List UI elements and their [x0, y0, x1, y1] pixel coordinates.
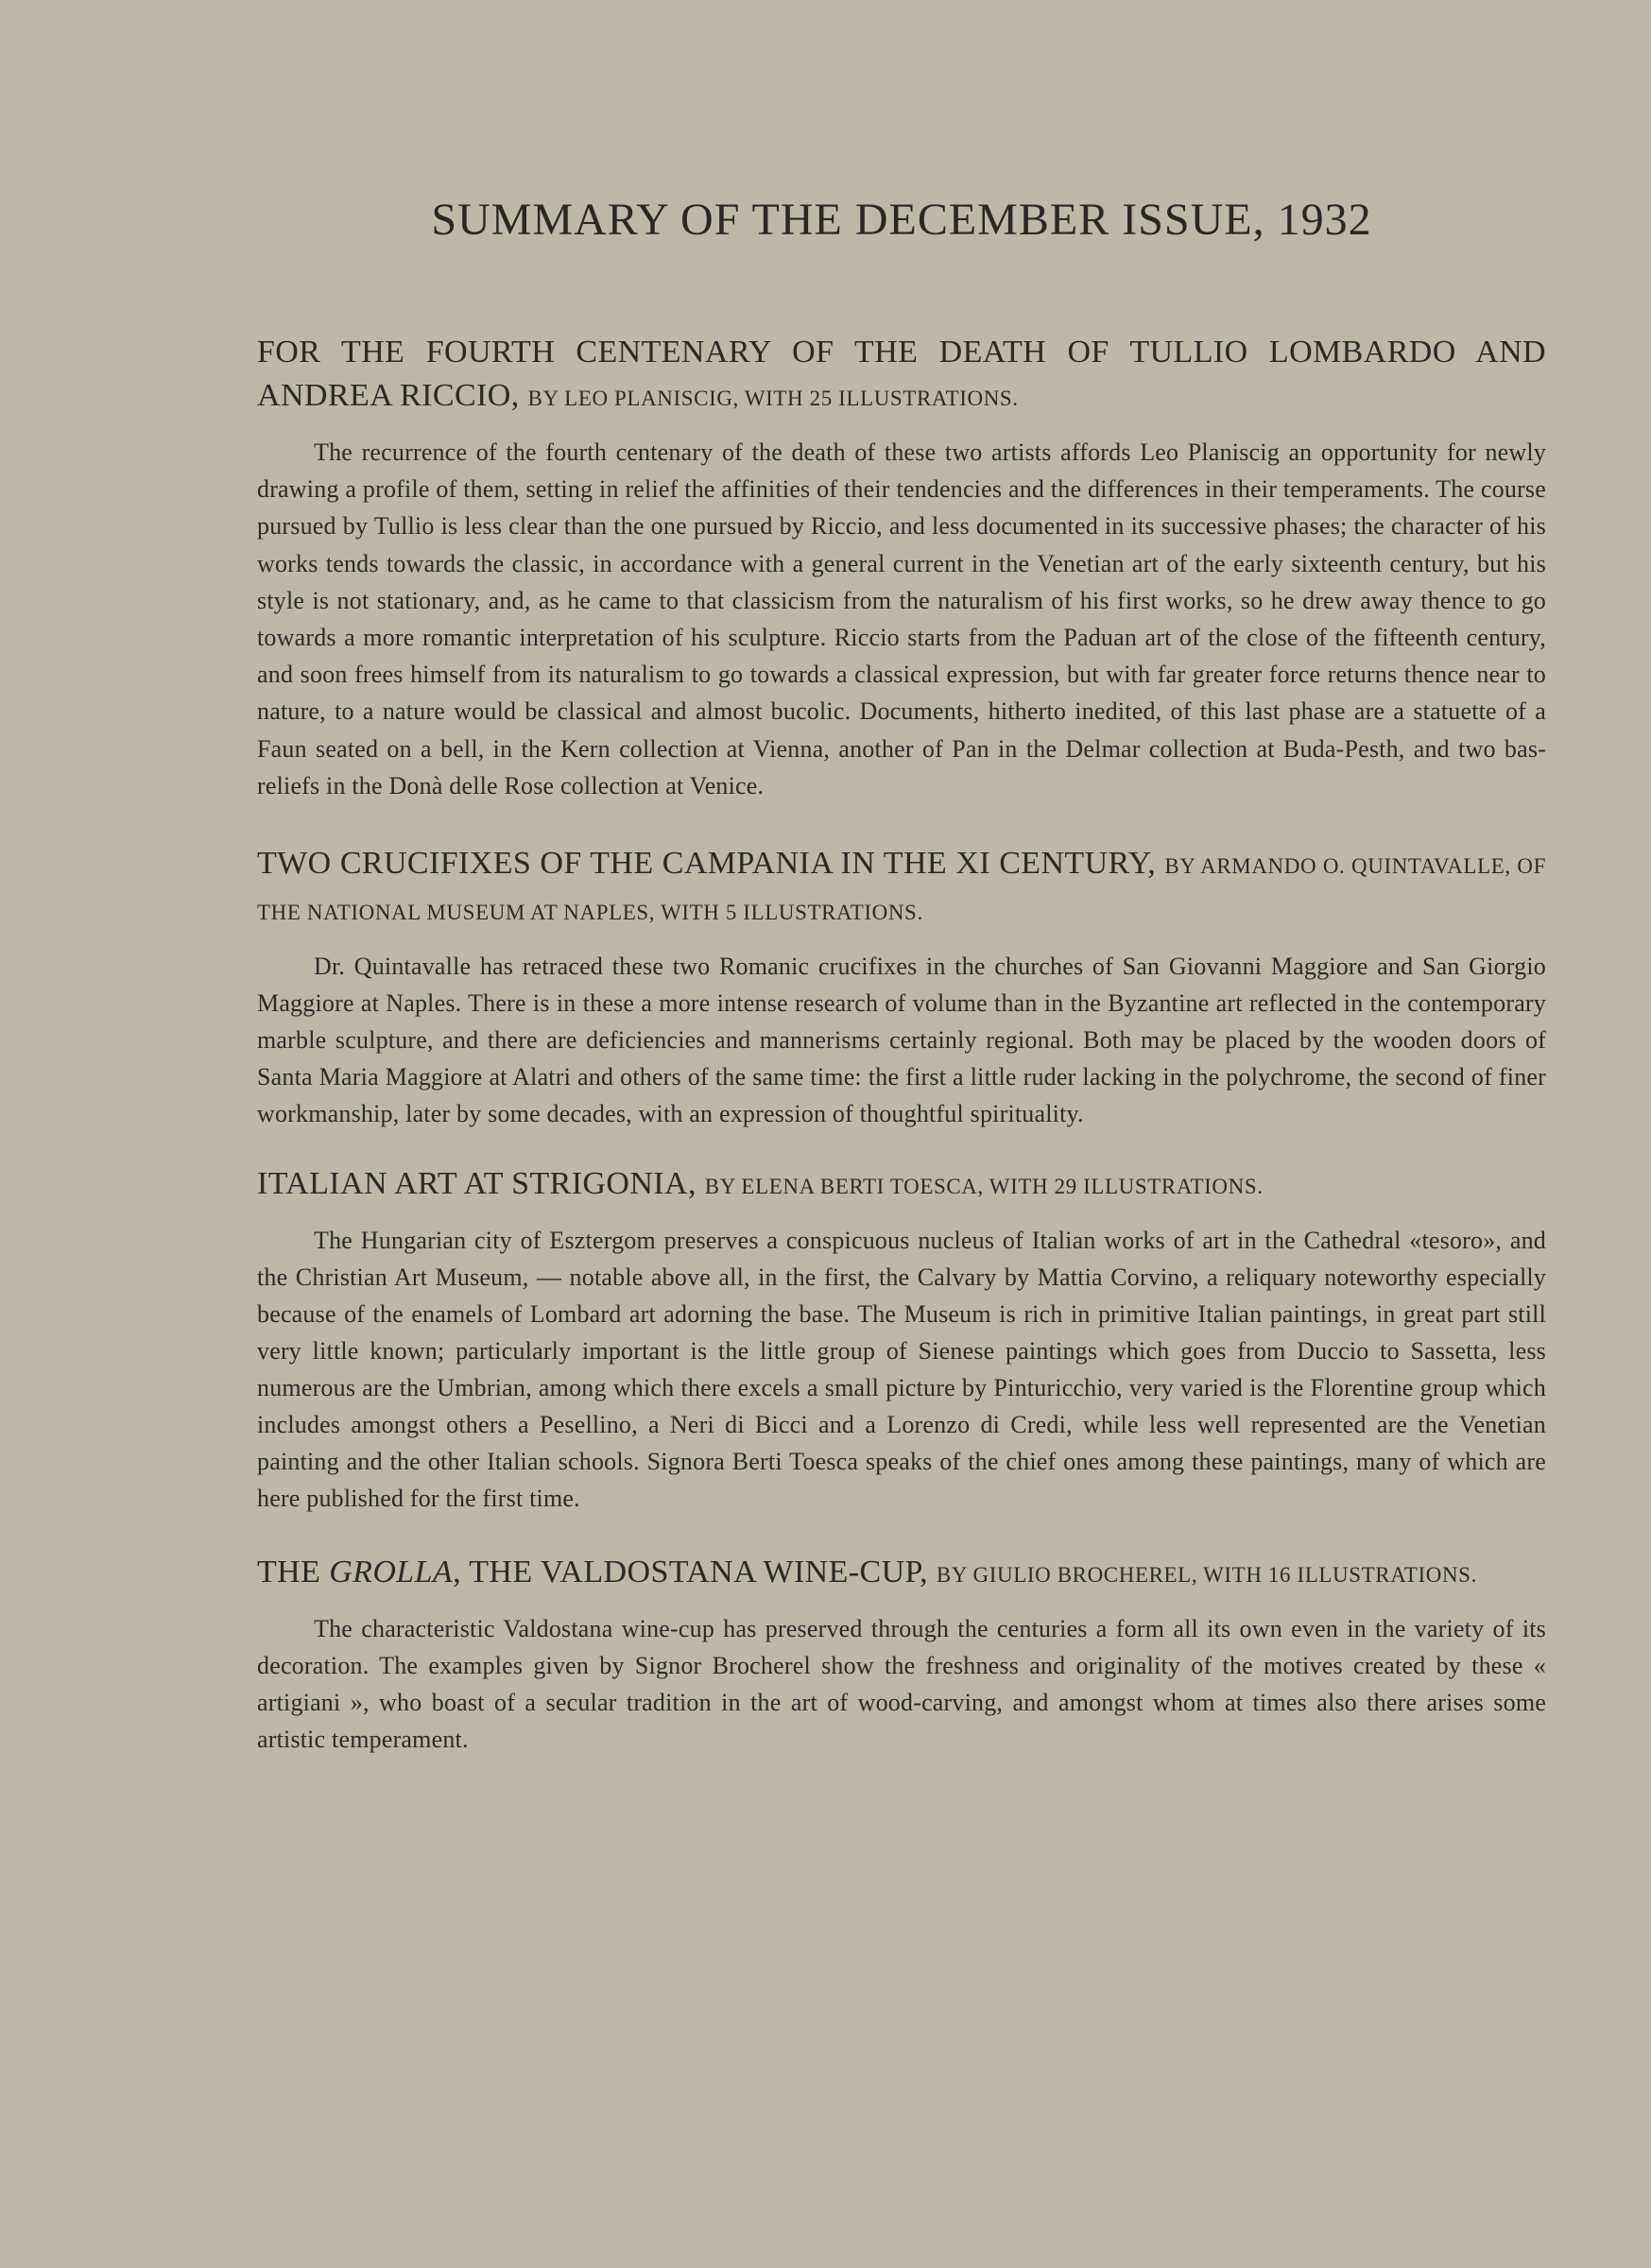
page — [257, 194, 1546, 1758]
article-summary: The recurrence of the fourth centenary of the death of these two artists affords Leo Planiscig an opportunity for newly drawing a profile of them, setting in relief the affinities of their tendencies and the differences in their temperaments. The course pursued by Tullio is less clear than the one pursued by Riccio, and less documented in its successive phases; the character of his works tends towards the classic, in accordance with a general current in the Venetian art of the early sixteenth century, but his style is not stationary, and, as he came to that classicism from the naturalism of his first works, so he drew away thence to go towards a more romantic interpretation of his sculpture. Riccio starts from the Paduan art of the close of the fifteenth century, and soon frees himself from its naturalism to go towards a classical expression, but with far greater force returns thence near to nature, to a nature would be classical and almost bucolic. Documents, hitherto inedited, of this last phase are a statuette of a Faun seated on a bell, in the Kern collection at Vienna, another of Pan in the Delmar collection at Buda-Pesth, and two bas-reliefs in the Donà delle Rose collection at Venice. — [257, 438, 1546, 799]
article-title: TWO CRUCIFIXES OF THE CAMPANIA IN THE XI CENTURY, — [257, 846, 1157, 882]
article-heading — [257, 331, 1546, 421]
article-lombardo-riccio — [257, 331, 1546, 804]
article-title: ITALIAN ART AT STRIGONIA, — [257, 1166, 697, 1202]
section-divider-space — [257, 1517, 1546, 1551]
article-byline: BY ARMANDO O. QUINTAVALLE, OF THE NATIONAL MUSEUM AT NAPLES, WITH 5 ILLUSTRATIONS. — [257, 854, 1546, 925]
article-heading — [257, 1162, 1546, 1209]
article-grolla — [257, 1551, 1546, 1758]
article-heading — [257, 842, 1546, 935]
article-byline: BY ELENA BERTI TOESCA, WITH 29 ILLUSTRATIONS. — [704, 1175, 1264, 1199]
article-byline: BY LEO PLANISCIG, WITH 25 ILLUSTRATIONS. — [527, 387, 1019, 410]
article-heading — [257, 1551, 1546, 1597]
article-title-italic: GROLLA — [329, 1555, 454, 1590]
article-summary: The characteristic Valdostana wine-cup has preserved through the centuries a form all its own even in the variety of its decoration. The examples given by Signor Brocherel show the freshness and originality of the motives created by these « artigiani », who boast of a secular tradition in the art of wood-carving, and amongst whom at times also there arises some artistic temperament. — [257, 1615, 1546, 1754]
section-divider-space — [257, 804, 1546, 842]
article-title-pre: THE — [257, 1555, 330, 1590]
article-summary: Dr. Quintavalle has retraced these two Romanic crucifixes in the churches of San Giovanni Maggiore and San Giorgio Maggiore at Naples. There is in these a more intense research of volume than in the Byzantine art reflected in the contemporary marble sculpture, and there are deficiencies and mannerisms certainly regional. Both may be placed by the wooden doors of Santa Maria Maggiore at Alatri and others of the same time: the first a little ruder lacking in the polychrome, the second of finer workmanship, later by some decades, with an expression of thoughtful spirituality. — [257, 953, 1546, 1128]
page-title: SUMMARY OF THE DECEMBER ISSUE, 1932 — [431, 195, 1372, 245]
article-title: FOR THE FOURTH CENTENARY OF THE DEATH OF TULLIO LOMBARDO AND ANDREA RICCIO, — [257, 335, 1546, 413]
article-title-post: , THE VALDOSTANA WINE-CUP, — [453, 1555, 928, 1590]
article-crucifixes — [257, 842, 1546, 1132]
section-divider-space — [257, 1132, 1546, 1162]
article-summary: The Hungarian city of Esztergom preserves a conspicuous nucleus of Italian works of art in the Cathedral «tesoro», and the Christian Art Museum, — notable above all, in the first, the Calvary by Mattia Corvino, a reliquary noteworthy especially because of the enamels of Lombard art adorning the base. The Museum is rich in primitive Italian paintings, in great part still very little known; particularly important is the little group of Sienese paintings which goes from Duccio to Sassetta, less numerous are the Umbrian, among which there excels a small picture by Pinturicchio, very varied is the Florentine group which includes amongst others a Pesellino, a Neri di Bicci and a Lorenzo di Credi, while less well represented are the Venetian painting and the other Italian schools. Signora Berti Toesca speaks of the chief ones among these paintings, many of which are here published for the first time. — [257, 1227, 1546, 1513]
article-byline: BY GIULIO BROCHEREL, WITH 16 ILLUSTRATIONS. — [936, 1563, 1477, 1588]
article-strigonia — [257, 1162, 1546, 1517]
